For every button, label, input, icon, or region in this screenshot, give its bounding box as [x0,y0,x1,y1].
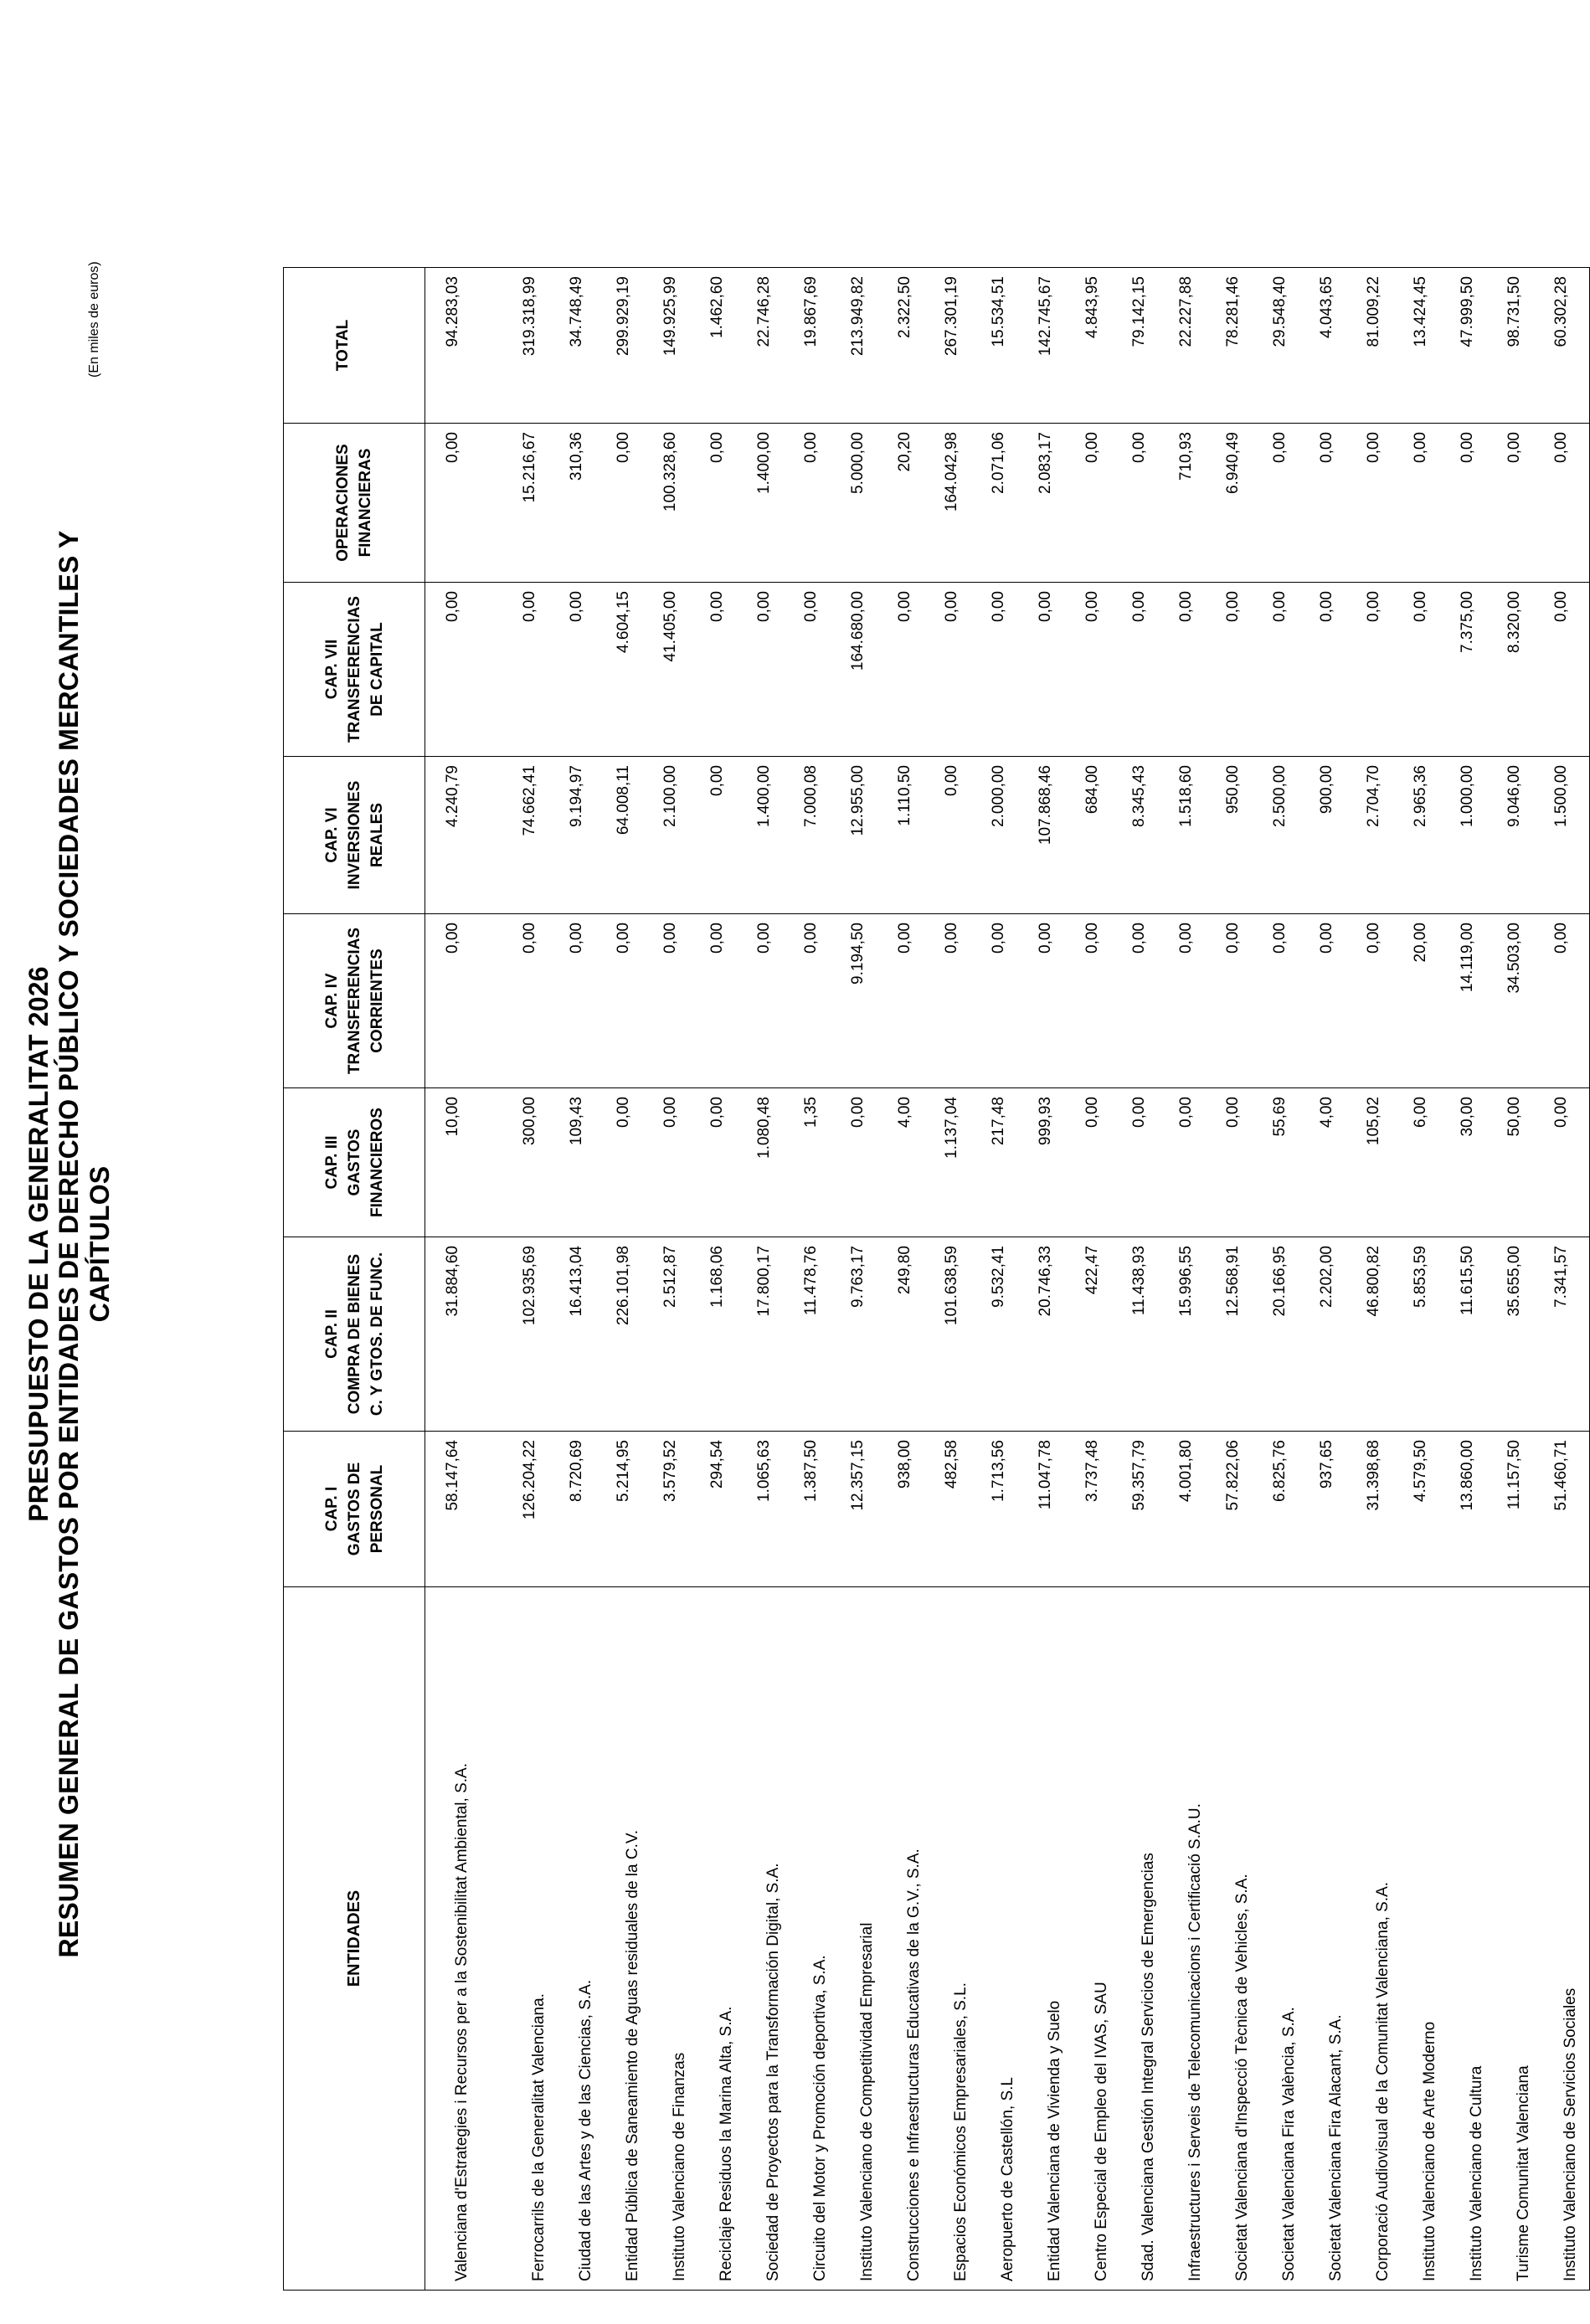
table-row [980,268,1027,2291]
cell-cap6: 2.500,00 [1261,757,1308,914]
cell-cap2: 17.800,17 [745,1237,792,1432]
header-entidades: ENTIDADES [284,1587,425,2291]
cell-opfin: 0,00 [425,424,511,583]
cell-cap4: 0,00 [933,914,980,1088]
entity-name: Circuito del Motor y Promoción deportiva, S.A. [792,1587,839,2291]
cell-cap7: 0,00 [933,583,980,757]
cell-cap4: 0,00 [1120,914,1167,1088]
page-subtitle: RESUMEN GENERAL DE GASTOS POR ENTIDADES DE DERECHO PÚBLICO Y SOCIEDADES MERCANTILES Y CAPÍTULOS [54,530,115,1958]
header-total: TOTAL [284,268,425,424]
cell-cap2: 9.763,17 [839,1237,886,1432]
cell-cap3: 1.080,48 [745,1088,792,1237]
entity-name: Societat Valenciana Fira Alacant, S.A. [1308,1587,1355,2291]
cell-cap4: 20,00 [1402,914,1448,1088]
cell-cap1: 12.357,15 [839,1432,886,1587]
cell-cap1: 1.713,56 [980,1432,1027,1587]
cell-cap2: 16.413,04 [558,1237,605,1432]
entity-name: Corporació Audiovisual de la Comunitat Valenciana, S.A. [1355,1587,1402,2291]
cell-cap6: 2.704,70 [1355,757,1402,914]
table-row [839,268,886,2291]
cell-cap6: 0,00 [698,757,745,914]
cell-cap4: 0,00 [558,914,605,1088]
cell-total: 1.462,60 [698,268,745,424]
cell-opfin: 0,00 [1073,424,1120,583]
cell-cap6: 12.955,00 [839,757,886,914]
entity-name: Ferrocarrils de la Generalitat Valenciana. [511,1587,558,2291]
cell-cap2: 11.438,93 [1120,1237,1167,1432]
cell-cap3: 0,00 [605,1088,651,1237]
cell-cap1: 1.387,50 [792,1432,839,1587]
cell-opfin: 100.328,60 [651,424,698,583]
cell-cap2: 2.202,00 [1308,1237,1355,1432]
cell-total: 78.281,46 [1214,268,1261,424]
cell-cap1: 51.460,71 [1542,1432,1590,1587]
cell-cap2: 31.884,60 [425,1237,511,1432]
entity-name: Infraestructures i Serveis de Telecomunicacions i Certificació S.A.U. [1167,1587,1214,2291]
entity-name: Construcciones e Infraestructuras Educativas de la G.V., S.A. [886,1587,933,2291]
table-row [1120,268,1167,2291]
header-cap7: CAP. VII TRANSFERENCIAS DE CAPITAL [284,583,425,757]
cell-cap6: 2.965,36 [1402,757,1448,914]
table-row [745,268,792,2291]
cell-cap6: 9.046,00 [1495,757,1542,914]
cell-cap4: 9.194,50 [839,914,886,1088]
cell-cap4: 0,00 [886,914,933,1088]
cell-cap2: 11.478,76 [792,1237,839,1432]
cell-cap2: 9.532,41 [980,1237,1027,1432]
entity-name: Centro Especial de Empleo del IVAS, SAU [1073,1587,1120,2291]
table-row [1167,268,1214,2291]
cell-cap4: 0,00 [1542,914,1590,1088]
cell-total: 98.731,50 [1495,268,1542,424]
header-operaciones-financieras: OPERACIONES FINANCIERAS [284,424,425,583]
cell-cap4: 0,00 [605,914,651,1088]
cell-opfin: 6.940,49 [1214,424,1261,583]
cell-total: 149.925,99 [651,268,698,424]
cell-cap1: 938,00 [886,1432,933,1587]
units-note: (En miles de euros) [87,261,101,378]
cell-cap6: 1.110,50 [886,757,933,914]
cell-cap6: 1.518,60 [1167,757,1214,914]
cell-cap6: 4.240,79 [425,757,511,914]
entity-name: Entidad Valenciana de Vivienda y Suelo [1027,1587,1073,2291]
cell-opfin: 0,00 [605,424,651,583]
cell-cap3: 0,00 [1214,1088,1261,1237]
table-row [1027,268,1073,2291]
cell-cap6: 900,00 [1308,757,1355,914]
cell-cap7: 0,00 [980,583,1027,757]
cell-opfin: 0,00 [1448,424,1495,583]
cell-cap1: 5.214,95 [605,1432,651,1587]
cell-cap2: 422,47 [1073,1237,1120,1432]
cell-total: 60.302,28 [1542,268,1590,424]
cell-opfin: 5.000,00 [839,424,886,583]
cell-cap4: 0,00 [1073,914,1120,1088]
cell-cap4: 14.119,00 [1448,914,1495,1088]
cell-total: 213.949,82 [839,268,886,424]
budget-table [283,267,1590,2291]
entity-name: Societat Valenciana d'Inspecció Tècnica de Vehicles, S.A. [1214,1587,1261,2291]
cell-cap1: 13.860,00 [1448,1432,1495,1587]
cell-cap1: 482,58 [933,1432,980,1587]
cell-total: 22.746,28 [745,268,792,424]
cell-total: 47.999,50 [1448,268,1495,424]
cell-cap4: 0,00 [1167,914,1214,1088]
cell-total: 4.843,95 [1073,268,1120,424]
table-row [511,268,558,2291]
cell-total: 142.745,67 [1027,268,1073,424]
cell-cap7: 0,00 [1542,583,1590,757]
cell-total: 13.424,45 [1402,268,1448,424]
cell-cap6: 74.662,41 [511,757,558,914]
cell-cap6: 107.868,46 [1027,757,1073,914]
cell-cap7: 0,00 [425,583,511,757]
entity-name: Valenciana d'Estrategies i Recursos per a la Sostenibilitat Ambiental, S.A. [425,1587,511,2291]
cell-opfin: 0,00 [1355,424,1402,583]
cell-cap2: 7.341,57 [1542,1237,1590,1432]
cell-cap1: 3.579,52 [651,1432,698,1587]
cell-opfin: 1.400,00 [745,424,792,583]
cell-cap1: 31.398,68 [1355,1432,1402,1587]
cell-cap1: 6.825,76 [1261,1432,1308,1587]
cell-cap2: 102.935,69 [511,1237,558,1432]
cell-cap4: 0,00 [1261,914,1308,1088]
cell-total: 4.043,65 [1308,268,1355,424]
cell-cap3: 4,00 [1308,1088,1355,1237]
cell-cap1: 126.204,22 [511,1432,558,1587]
cell-total: 22.227,88 [1167,268,1214,424]
cell-cap6: 684,00 [1073,757,1120,914]
cell-cap7: 8.320,00 [1495,583,1542,757]
cell-cap4: 0,00 [1355,914,1402,1088]
cell-cap2: 11.615,50 [1448,1237,1495,1432]
table-row [651,268,698,2291]
cell-cap3: 4,00 [886,1088,933,1237]
cell-cap2: 101.638,59 [933,1237,980,1432]
entity-name: Instituto Valenciano de Arte Moderno [1402,1587,1448,2291]
entity-name: Turisme Comunitat Valenciana [1495,1587,1542,2291]
entity-name: Instituto Valenciano de Finanzas [651,1587,698,2291]
header-cap2: CAP. II COMPRA DE BIENES C. Y GTOS. DE FUNC. [284,1237,425,1432]
cell-opfin: 164.042,98 [933,424,980,583]
cell-opfin: 0,00 [698,424,745,583]
entity-name: Sociedad de Proyectos para la Transformación Digital, S.A. [745,1587,792,2291]
cell-cap4: 0,00 [1308,914,1355,1088]
budget-table-wrapper [283,267,1590,2291]
table-row [1355,268,1402,2291]
cell-cap7: 0,00 [745,583,792,757]
cell-cap3: 0,00 [698,1088,745,1237]
header-cap6: CAP. VI INVERSIONES REALES [284,757,425,914]
cell-cap7: 0,00 [511,583,558,757]
table-row [1495,268,1542,2291]
cell-cap1: 8.720,69 [558,1432,605,1587]
entity-name: Sdad. Valenciana Gestión Integral Servicios de Emergencias [1120,1587,1167,2291]
cell-total: 81.009,22 [1355,268,1402,424]
cell-cap7: 0,00 [1308,583,1355,757]
entity-name: Instituto Valenciano de Servicios Sociales [1542,1587,1590,2291]
cell-cap3: 10,00 [425,1088,511,1237]
cell-cap3: 50,00 [1495,1088,1542,1237]
cell-cap3: 1,35 [792,1088,839,1237]
entity-name: Societat Valenciana Fira València, S.A. [1261,1587,1308,2291]
table-body [425,268,1590,2291]
cell-cap3: 0,00 [839,1088,886,1237]
header-cap3: CAP. III GASTOS FINANCIEROS [284,1088,425,1237]
cell-opfin: 0,00 [1402,424,1448,583]
entity-name: Reciclaje Residuos la Marina Alta, S.A. [698,1587,745,2291]
cell-total: 2.322,50 [886,268,933,424]
cell-cap4: 34.503,00 [1495,914,1542,1088]
cell-cap2: 2.512,87 [651,1237,698,1432]
cell-cap3: 217,48 [980,1088,1027,1237]
cell-total: 79.142,15 [1120,268,1167,424]
table-row [698,268,745,2291]
cell-cap4: 0,00 [1214,914,1261,1088]
cell-cap6: 64.008,11 [605,757,651,914]
cell-opfin: 20,20 [886,424,933,583]
header-cap1: CAP. I GASTOS DE PERSONAL [284,1432,425,1587]
page-title: PRESUPUESTO DE LA GENERALITAT 2026 [23,966,54,1522]
cell-cap4: 0,00 [425,914,511,1088]
cell-cap6: 1.500,00 [1542,757,1590,914]
table-row [1073,268,1120,2291]
header-row [284,268,425,2291]
cell-opfin: 2.071,06 [980,424,1027,583]
cell-cap4: 0,00 [792,914,839,1088]
cell-cap1: 3.737,48 [1073,1432,1120,1587]
entity-name: Aeropuerto de Castellón, S.L [980,1587,1027,2291]
table-row [1261,268,1308,2291]
cell-cap3: 0,00 [1120,1088,1167,1237]
cell-cap3: 1.137,04 [933,1088,980,1237]
cell-total: 267.301,19 [933,268,980,424]
cell-cap2: 35.655,00 [1495,1237,1542,1432]
cell-opfin: 0,00 [792,424,839,583]
cell-opfin: 710,93 [1167,424,1214,583]
cell-cap3: 105,02 [1355,1088,1402,1237]
cell-cap3: 0,00 [651,1088,698,1237]
cell-cap7: 0,00 [1402,583,1448,757]
cell-opfin: 2.083,17 [1027,424,1073,583]
cell-opfin: 15.216,67 [511,424,558,583]
cell-opfin: 0,00 [1261,424,1308,583]
cell-cap1: 4.001,80 [1167,1432,1214,1587]
cell-cap6: 1.000,00 [1448,757,1495,914]
cell-cap3: 55,69 [1261,1088,1308,1237]
cell-total: 15.534,51 [980,268,1027,424]
cell-cap1: 294,54 [698,1432,745,1587]
cell-cap4: 0,00 [698,914,745,1088]
cell-cap2: 46.800,82 [1355,1237,1402,1432]
cell-cap1: 4.579,50 [1402,1432,1448,1587]
cell-cap2: 1.168,06 [698,1237,745,1432]
cell-opfin: 0,00 [1120,424,1167,583]
table-row [605,268,651,2291]
cell-cap7: 0,00 [1355,583,1402,757]
cell-cap2: 20.166,95 [1261,1237,1308,1432]
cell-cap2: 249,80 [886,1237,933,1432]
cell-cap7: 0,00 [698,583,745,757]
cell-cap2: 5.853,59 [1402,1237,1448,1432]
cell-cap1: 937,65 [1308,1432,1355,1587]
cell-cap7: 0,00 [558,583,605,757]
cell-opfin: 310,36 [558,424,605,583]
cell-cap6: 7.000,08 [792,757,839,914]
table-row [1542,268,1590,2291]
cell-cap6: 1.400,00 [745,757,792,914]
cell-cap1: 57.822,06 [1214,1432,1261,1587]
cell-cap4: 0,00 [651,914,698,1088]
entity-name: Entidad Pública de Saneamiento de Aguas residuales de la C.V. [605,1587,651,2291]
cell-cap6: 0,00 [933,757,980,914]
cell-cap6: 950,00 [1214,757,1261,914]
cell-cap3: 0,00 [1073,1088,1120,1237]
cell-cap6: 9.194,97 [558,757,605,914]
cell-cap7: 7.375,00 [1448,583,1495,757]
cell-cap7: 0,00 [1027,583,1073,757]
cell-opfin: 0,00 [1495,424,1542,583]
cell-cap7: 0,00 [1167,583,1214,757]
cell-cap7: 164.680,00 [839,583,886,757]
cell-cap3: 0,00 [1542,1088,1590,1237]
cell-total: 299.929,19 [605,268,651,424]
cell-total: 19.867,69 [792,268,839,424]
cell-cap3: 999,93 [1027,1088,1073,1237]
table-row [886,268,933,2291]
table-row [792,268,839,2291]
cell-cap4: 0,00 [511,914,558,1088]
table-row [558,268,605,2291]
cell-cap7: 41.405,00 [651,583,698,757]
cell-cap3: 6,00 [1402,1088,1448,1237]
table-row [1448,268,1495,2291]
entity-name: Instituto Valenciano de Competitividad Empresarial [839,1587,886,2291]
cell-total: 29.548,40 [1261,268,1308,424]
cell-cap7: 0,00 [792,583,839,757]
cell-cap2: 20.746,33 [1027,1237,1073,1432]
cell-cap6: 8.345,43 [1120,757,1167,914]
cell-total: 34.748,49 [558,268,605,424]
cell-cap3: 0,00 [1167,1088,1214,1237]
table-row [933,268,980,2291]
table-row [1308,268,1355,2291]
cell-cap6: 2.000,00 [980,757,1027,914]
cell-opfin: 0,00 [1308,424,1355,583]
cell-cap4: 0,00 [745,914,792,1088]
cell-cap7: 0,00 [886,583,933,757]
table-row [425,268,511,2291]
cell-cap1: 1.065,63 [745,1432,792,1587]
cell-cap1: 59.357,79 [1120,1432,1167,1587]
cell-cap3: 109,43 [558,1088,605,1237]
cell-cap3: 30,00 [1448,1088,1495,1237]
cell-cap2: 15.996,55 [1167,1237,1214,1432]
cell-cap7: 0,00 [1120,583,1167,757]
cell-cap7: 0,00 [1261,583,1308,757]
cell-cap6: 2.100,00 [651,757,698,914]
cell-cap7: 4.604,15 [605,583,651,757]
table-row [1214,268,1261,2291]
header-cap4: CAP. IV TRANSFERENCIAS CORRIENTES [284,914,425,1088]
cell-cap1: 58.147,64 [425,1432,511,1587]
cell-total: 319.318,99 [511,268,558,424]
entity-name: Ciudad de las Artes y de las Ciencias, S.A. [558,1587,605,2291]
cell-cap2: 12.568,91 [1214,1237,1261,1432]
cell-opfin: 0,00 [1542,424,1590,583]
cell-cap3: 300,00 [511,1088,558,1237]
cell-cap1: 11.047,78 [1027,1432,1073,1587]
entity-name: Espacios Económicos Empresariales, S.L. [933,1587,980,2291]
cell-cap4: 0,00 [1027,914,1073,1088]
table-row [1402,268,1448,2291]
cell-total: 94.283,03 [425,268,511,424]
cell-cap2: 226.101,98 [605,1237,651,1432]
cell-cap1: 11.157,50 [1495,1432,1542,1587]
cell-cap7: 0,00 [1073,583,1120,757]
cell-cap4: 0,00 [980,914,1027,1088]
entity-name: Instituto Valenciano de Cultura [1448,1587,1495,2291]
cell-cap7: 0,00 [1214,583,1261,757]
